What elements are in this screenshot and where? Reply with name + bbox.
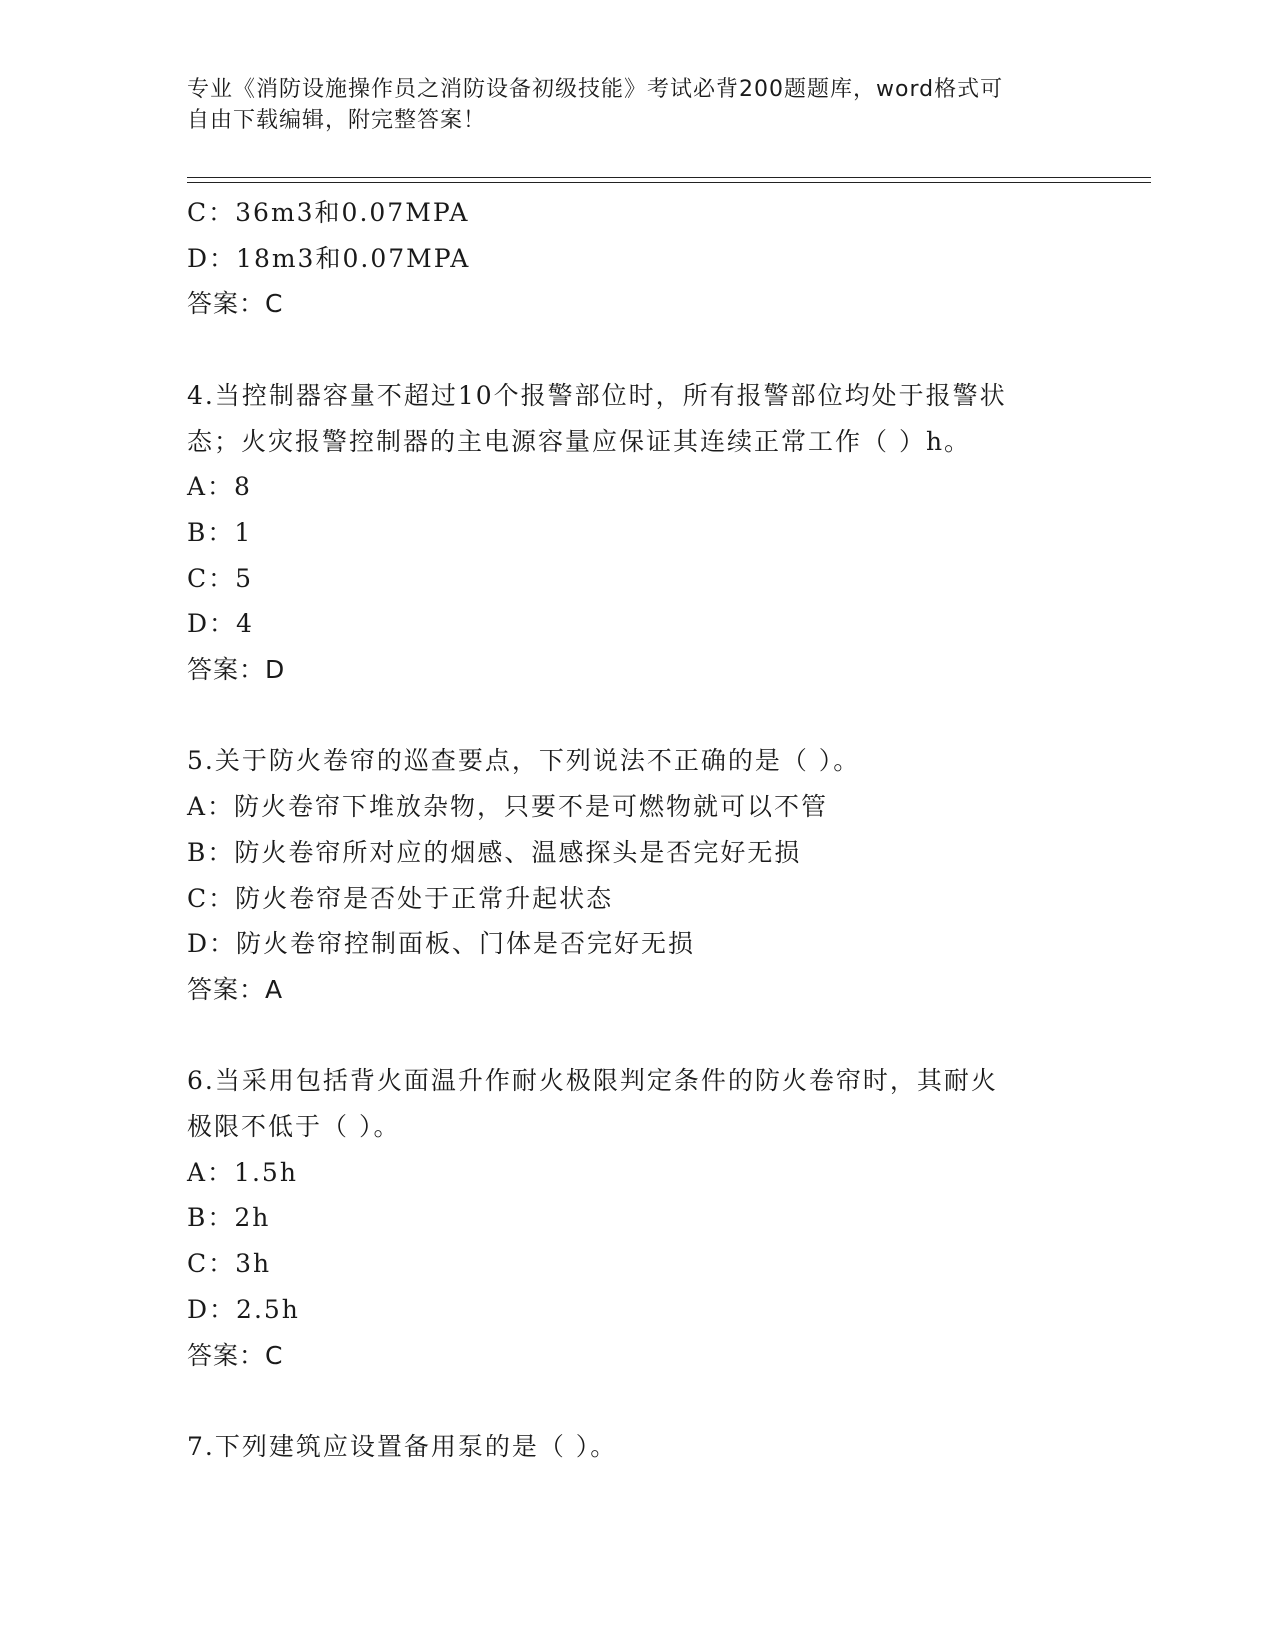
question-stem: 6.当采用包括背火面温升作耐火极限判定条件的防火卷帘时，其耐火 [187, 1066, 998, 1096]
spacer [187, 1013, 1087, 1059]
header-rule-top [187, 177, 1151, 178]
answer-line: 答案：A [187, 974, 284, 1004]
header-title-line-2: 自由下载编辑，附完整答案！ [187, 108, 487, 133]
spacer [187, 1378, 1087, 1424]
spacer [187, 327, 1087, 373]
option-d: D：2.5h [187, 1294, 300, 1324]
question-stem: 极限不低于（ ）。 [187, 1112, 401, 1142]
option-c: C：3h [187, 1249, 272, 1279]
option-d: D：防火卷帘控制面板、门体是否完好无损 [187, 929, 696, 959]
option-c: C：36m3和0.07MPA [187, 198, 470, 227]
option-a: A：防火卷帘下堆放杂物，只要不是可燃物就可以不管 [187, 792, 829, 822]
option-a: A：8 [187, 472, 252, 502]
question-5 [187, 738, 1087, 1012]
answer-line: 答案：C [187, 1340, 284, 1370]
option-a: A：1.5h [187, 1157, 298, 1187]
question-4 [187, 373, 1087, 693]
answer-line: 答案：C [187, 289, 284, 319]
option-b: B：防火卷帘所对应的烟感、温感探头是否完好无损 [187, 837, 802, 867]
option-b: B：1 [187, 517, 253, 547]
spacer [187, 693, 1087, 739]
header-rule-bottom [187, 182, 1151, 183]
option-d: D：4 [187, 609, 254, 639]
question-stem: 4.当控制器容量不超过10个报警部位时，所有报警部位均处于报警状 [187, 380, 1007, 410]
option-c: C：防火卷帘是否处于正常升起状态 [187, 883, 614, 913]
answer-line: 答案：D [187, 655, 286, 685]
question-stem: 7.下列建筑应设置备用泵的是（ ）。 [187, 1431, 618, 1461]
question-stem: 5.关于防火卷帘的巡查要点，下列说法不正确的是（ ）。 [187, 746, 861, 776]
question-7 [187, 1424, 1087, 1470]
header-title-line-1: 专业《消防设施操作员之消防设备初级技能》考试必背200题题库，word格式可 [187, 77, 1004, 102]
question-list [187, 190, 1087, 1470]
question-fragment [187, 190, 1087, 327]
document-header [187, 74, 1067, 136]
question-stem: 态；火灾报警控制器的主电源容量应保证其连续正常工作（ ）h。 [187, 426, 972, 456]
option-d: D：18m3和0.07MPA [187, 243, 471, 273]
option-c: C：5 [187, 563, 254, 593]
question-6 [187, 1058, 1087, 1378]
option-b: B：2h [187, 1203, 271, 1233]
